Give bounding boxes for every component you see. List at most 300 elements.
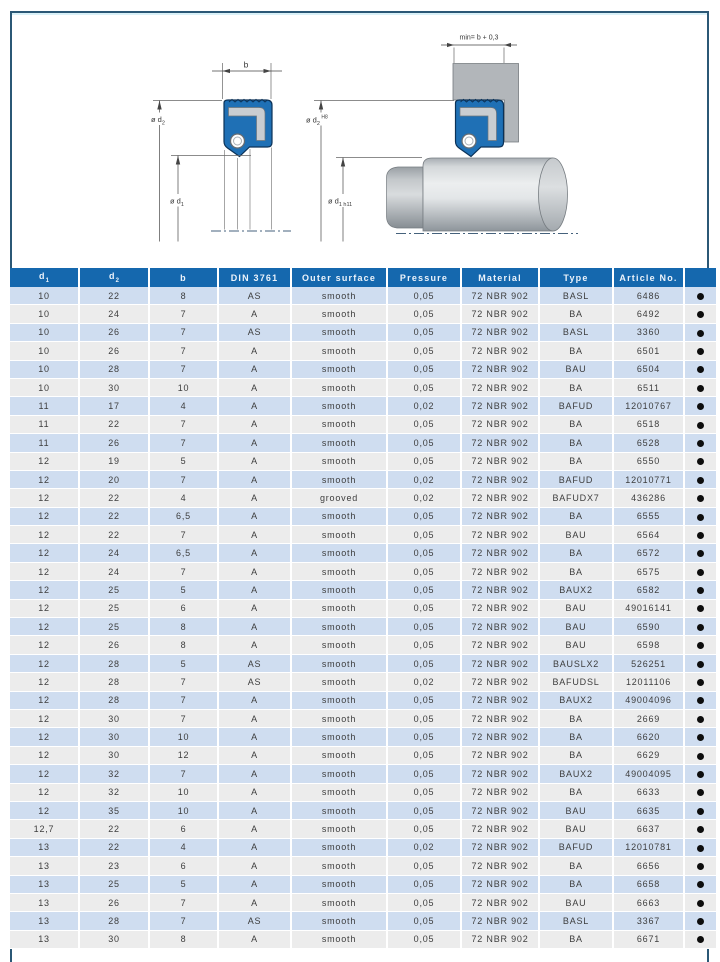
column-header-stock	[684, 268, 716, 287]
stock-dot-icon	[697, 826, 704, 833]
stock-dot-icon	[697, 514, 704, 521]
cell-stock	[684, 397, 716, 415]
stock-dot-icon	[697, 385, 704, 392]
table-row	[10, 562, 716, 580]
stock-dot-icon	[697, 661, 704, 668]
cell-pressure: 0,05	[387, 857, 461, 875]
cell-outer_surface: smooth	[291, 562, 387, 580]
cell-material: 72 NBR 902	[461, 452, 539, 470]
cell-d2: 23	[79, 857, 149, 875]
cell-b: 5	[149, 875, 218, 893]
cell-d2: 30	[79, 709, 149, 727]
cell-article: 49004095	[613, 765, 684, 783]
cell-outer_surface: smooth	[291, 857, 387, 875]
table-row	[10, 305, 716, 323]
cell-material: 72 NBR 902	[461, 838, 539, 856]
cell-stock	[684, 673, 716, 691]
cell-outer_surface: smooth	[291, 875, 387, 893]
cell-b: 6,5	[149, 507, 218, 525]
cell-d2: 24	[79, 305, 149, 323]
cell-material: 72 NBR 902	[461, 746, 539, 764]
cell-din: A	[218, 489, 291, 507]
cell-outer_surface: smooth	[291, 397, 387, 415]
cell-stock	[684, 489, 716, 507]
cell-stock	[684, 930, 716, 948]
cell-stock	[684, 507, 716, 525]
cell-material: 72 NBR 902	[461, 875, 539, 893]
stock-dot-icon	[697, 734, 704, 741]
cell-d2: 26	[79, 342, 149, 360]
arrowhead	[223, 69, 231, 73]
cell-material: 72 NBR 902	[461, 820, 539, 838]
cell-type: BASL	[539, 912, 613, 930]
cell-b: 7	[149, 434, 218, 452]
cell-outer_surface: smooth	[291, 415, 387, 433]
cell-article: 12010767	[613, 397, 684, 415]
cell-stock	[684, 820, 716, 838]
cell-stock	[684, 783, 716, 801]
cell-type: BAU	[539, 526, 613, 544]
shaft-main	[423, 158, 553, 231]
cell-article: 6633	[613, 783, 684, 801]
cell-b: 4	[149, 838, 218, 856]
cell-b: 8	[149, 636, 218, 654]
stock-dot-icon	[697, 311, 704, 318]
cell-article: 6663	[613, 893, 684, 911]
table-row	[10, 930, 716, 948]
table-row	[10, 618, 716, 636]
cell-type: BAUX2	[539, 765, 613, 783]
cell-material: 72 NBR 902	[461, 709, 539, 727]
cell-article: 3360	[613, 323, 684, 341]
cell-d1: 12	[10, 581, 79, 599]
cell-article: 6635	[613, 801, 684, 819]
cell-article: 6572	[613, 544, 684, 562]
cell-din: A	[218, 801, 291, 819]
cell-stock	[684, 360, 716, 378]
arrowhead	[341, 158, 345, 167]
svg-text:b: b	[243, 59, 249, 70]
cell-article: 6598	[613, 636, 684, 654]
cell-b: 7	[149, 360, 218, 378]
cell-type: BA	[539, 728, 613, 746]
table-row	[10, 323, 716, 341]
cell-pressure: 0,05	[387, 581, 461, 599]
cell-d2: 22	[79, 489, 149, 507]
table-row	[10, 470, 716, 488]
cell-outer_surface: smooth	[291, 636, 387, 654]
cell-pressure: 0,02	[387, 470, 461, 488]
cell-material: 72 NBR 902	[461, 893, 539, 911]
cell-outer_surface: smooth	[291, 526, 387, 544]
cell-type: BAU	[539, 636, 613, 654]
cell-pressure: 0,05	[387, 323, 461, 341]
cell-d2: 35	[79, 801, 149, 819]
cell-din: A	[218, 397, 291, 415]
cell-d1: 12	[10, 562, 79, 580]
cell-din: A	[218, 636, 291, 654]
svg-text:ø d1: ø $d_1$	[170, 196, 184, 208]
cell-material: 72 NBR 902	[461, 673, 539, 691]
cell-outer_surface: smooth	[291, 507, 387, 525]
cell-type: BAU	[539, 820, 613, 838]
cell-din: AS	[218, 912, 291, 930]
cell-article: 6492	[613, 305, 684, 323]
cell-type: BAU	[539, 801, 613, 819]
cell-pressure: 0,05	[387, 654, 461, 672]
cell-d1: 12	[10, 673, 79, 691]
table-row	[10, 599, 716, 617]
cell-din: A	[218, 857, 291, 875]
cell-type: BA	[539, 378, 613, 396]
stock-dot-icon	[697, 697, 704, 704]
cell-material: 72 NBR 902	[461, 287, 539, 305]
column-header-b: b	[149, 268, 218, 287]
column-header-article: Article No.	[613, 268, 684, 287]
cell-stock	[684, 599, 716, 617]
cell-d1: 12	[10, 452, 79, 470]
cell-material: 72 NBR 902	[461, 636, 539, 654]
cell-din: A	[218, 875, 291, 893]
cell-pressure: 0,05	[387, 765, 461, 783]
cell-b: 7	[149, 305, 218, 323]
cell-b: 5	[149, 654, 218, 672]
cell-d2: 32	[79, 765, 149, 783]
cell-din: A	[218, 893, 291, 911]
cell-din: A	[218, 452, 291, 470]
dimension-b	[212, 60, 282, 100]
cell-pressure: 0,05	[387, 378, 461, 396]
stock-dot-icon	[697, 569, 704, 576]
cell-material: 72 NBR 902	[461, 691, 539, 709]
shaft	[387, 158, 568, 231]
cell-stock	[684, 709, 716, 727]
cell-b: 7	[149, 562, 218, 580]
cell-d1: 12	[10, 783, 79, 801]
cell-material: 72 NBR 902	[461, 305, 539, 323]
cell-d2: 28	[79, 360, 149, 378]
cell-type: BAUSLX2	[539, 654, 613, 672]
cell-outer_surface: smooth	[291, 746, 387, 764]
stock-dot-icon	[697, 403, 704, 410]
column-header-d1: $d_1$	[10, 268, 79, 287]
cell-outer_surface: smooth	[291, 287, 387, 305]
cell-outer_surface: smooth	[291, 360, 387, 378]
cell-din: A	[218, 618, 291, 636]
column-header-outer_surface: Outer surface	[291, 268, 387, 287]
stock-dot-icon	[697, 936, 704, 943]
table-row	[10, 636, 716, 654]
cell-pressure: 0,05	[387, 709, 461, 727]
cell-b: 4	[149, 489, 218, 507]
table-row	[10, 507, 716, 525]
cell-stock	[684, 342, 716, 360]
cell-pressure: 0,05	[387, 507, 461, 525]
cell-d2: 26	[79, 434, 149, 452]
table-row	[10, 397, 716, 415]
stock-dot-icon	[697, 550, 704, 557]
cell-pressure: 0,05	[387, 544, 461, 562]
cell-article: 12010771	[613, 470, 684, 488]
table-row	[10, 783, 716, 801]
cell-din: AS	[218, 673, 291, 691]
cell-article: 6637	[613, 820, 684, 838]
cell-stock	[684, 875, 716, 893]
column-header-pressure: Pressure	[387, 268, 461, 287]
cell-d1: 12	[10, 654, 79, 672]
cell-d1: 11	[10, 415, 79, 433]
cell-b: 10	[149, 783, 218, 801]
cell-material: 72 NBR 902	[461, 912, 539, 930]
stock-dot-icon	[697, 330, 704, 337]
cell-d2: 25	[79, 875, 149, 893]
cell-type: BA	[539, 857, 613, 875]
cell-stock	[684, 305, 716, 323]
table-row	[10, 434, 716, 452]
cell-article: 526251	[613, 654, 684, 672]
cell-outer_surface: smooth	[291, 323, 387, 341]
cell-outer_surface: grooved	[291, 489, 387, 507]
cell-stock	[684, 581, 716, 599]
data-table	[10, 268, 716, 949]
stock-dot-icon	[697, 422, 704, 429]
cell-b: 8	[149, 287, 218, 305]
cell-stock	[684, 912, 716, 930]
cell-material: 72 NBR 902	[461, 397, 539, 415]
cell-b: 7	[149, 673, 218, 691]
cell-din: A	[218, 562, 291, 580]
cell-d1: 10	[10, 342, 79, 360]
seal-dimension-table	[10, 268, 716, 949]
column-header-type: Type	[539, 268, 613, 287]
table-row	[10, 452, 716, 470]
table-header-row	[10, 268, 716, 287]
cell-outer_surface: smooth	[291, 893, 387, 911]
stock-dot-icon	[697, 771, 704, 778]
cell-d1: 10	[10, 287, 79, 305]
cell-d2: 22	[79, 415, 149, 433]
cell-outer_surface: smooth	[291, 709, 387, 727]
shaft-end-face	[539, 158, 568, 231]
stock-dot-icon	[697, 845, 704, 852]
cell-article: 436286	[613, 489, 684, 507]
cell-stock	[684, 526, 716, 544]
table-row	[10, 728, 716, 746]
cell-material: 72 NBR 902	[461, 342, 539, 360]
cell-type: BAFUD	[539, 838, 613, 856]
cell-d1: 12	[10, 507, 79, 525]
cell-outer_surface: smooth	[291, 470, 387, 488]
cell-material: 72 NBR 902	[461, 544, 539, 562]
cell-article: 12010781	[613, 838, 684, 856]
cell-d2: 22	[79, 820, 149, 838]
cell-d2: 22	[79, 526, 149, 544]
stock-dot-icon	[697, 477, 704, 484]
stock-dot-icon	[697, 642, 704, 649]
cell-b: 5	[149, 581, 218, 599]
arrowhead	[264, 69, 272, 73]
cell-type: BAUX2	[539, 581, 613, 599]
cell-b: 6,5	[149, 544, 218, 562]
column-header-din: DIN 3761	[218, 268, 291, 287]
cell-outer_surface: smooth	[291, 912, 387, 930]
stock-dot-icon	[697, 587, 704, 594]
cell-material: 72 NBR 902	[461, 434, 539, 452]
cell-d1: 12	[10, 746, 79, 764]
cell-outer_surface: smooth	[291, 838, 387, 856]
cell-b: 7	[149, 709, 218, 727]
cell-stock	[684, 452, 716, 470]
cell-type: BAUX2	[539, 691, 613, 709]
cell-din: A	[218, 746, 291, 764]
cell-d2: 24	[79, 562, 149, 580]
cell-b: 12	[149, 746, 218, 764]
cell-stock	[684, 415, 716, 433]
cell-outer_surface: smooth	[291, 783, 387, 801]
cell-material: 72 NBR 902	[461, 470, 539, 488]
arrowhead	[447, 43, 454, 47]
cell-article: 6486	[613, 287, 684, 305]
dimension-d2	[149, 101, 222, 242]
cell-material: 72 NBR 902	[461, 507, 539, 525]
cell-din: AS	[218, 287, 291, 305]
cell-type: BA	[539, 562, 613, 580]
cell-d1: 12	[10, 801, 79, 819]
table-row	[10, 912, 716, 930]
cell-type: BAU	[539, 599, 613, 617]
cell-d1: 13	[10, 838, 79, 856]
cell-d2: 25	[79, 599, 149, 617]
cell-type: BA	[539, 930, 613, 948]
cell-article: 6518	[613, 415, 684, 433]
cell-b: 10	[149, 728, 218, 746]
cell-b: 6	[149, 820, 218, 838]
cell-outer_surface: smooth	[291, 599, 387, 617]
installation-view	[304, 35, 578, 242]
cell-d2: 25	[79, 581, 149, 599]
cell-d2: 26	[79, 323, 149, 341]
table-row	[10, 415, 716, 433]
cell-outer_surface: smooth	[291, 654, 387, 672]
cell-b: 6	[149, 599, 218, 617]
cell-d1: 13	[10, 930, 79, 948]
stock-dot-icon	[697, 679, 704, 686]
technical-drawing	[0, 0, 720, 262]
cell-outer_surface: smooth	[291, 544, 387, 562]
cell-outer_surface: smooth	[291, 305, 387, 323]
cell-article: 6620	[613, 728, 684, 746]
table-row	[10, 673, 716, 691]
cell-material: 72 NBR 902	[461, 728, 539, 746]
cell-b: 7	[149, 912, 218, 930]
cell-pressure: 0,05	[387, 415, 461, 433]
cell-d1: 12	[10, 691, 79, 709]
cell-pressure: 0,02	[387, 838, 461, 856]
cell-material: 72 NBR 902	[461, 599, 539, 617]
cell-d1: 10	[10, 305, 79, 323]
cell-d2: 30	[79, 378, 149, 396]
cell-din: A	[218, 507, 291, 525]
cell-d1: 12	[10, 709, 79, 727]
cell-outer_surface: smooth	[291, 434, 387, 452]
stock-dot-icon	[697, 863, 704, 870]
cell-type: BASL	[539, 287, 613, 305]
cell-d1: 12	[10, 599, 79, 617]
cell-d2: 26	[79, 893, 149, 911]
cell-outer_surface: smooth	[291, 801, 387, 819]
cell-stock	[684, 838, 716, 856]
stock-dot-icon	[697, 605, 704, 612]
cell-pressure: 0,05	[387, 801, 461, 819]
stock-dot-icon	[697, 918, 704, 925]
cell-stock	[684, 691, 716, 709]
cell-din: A	[218, 360, 291, 378]
arrowhead	[319, 101, 323, 110]
cell-d2: 28	[79, 912, 149, 930]
cell-outer_surface: smooth	[291, 618, 387, 636]
cell-pressure: 0,05	[387, 526, 461, 544]
cell-material: 72 NBR 902	[461, 378, 539, 396]
cell-type: BAFUDSL	[539, 673, 613, 691]
cell-din: A	[218, 728, 291, 746]
cell-pressure: 0,05	[387, 636, 461, 654]
cell-article: 6501	[613, 342, 684, 360]
cell-din: A	[218, 599, 291, 617]
cell-stock	[684, 434, 716, 452]
cell-material: 72 NBR 902	[461, 801, 539, 819]
cell-article: 2669	[613, 709, 684, 727]
cell-d2: 22	[79, 507, 149, 525]
cell-type: BAFUD	[539, 397, 613, 415]
cell-type: BA	[539, 415, 613, 433]
cell-article: 49016141	[613, 599, 684, 617]
cell-din: A	[218, 378, 291, 396]
cell-outer_surface: smooth	[291, 765, 387, 783]
cell-article: 6550	[613, 452, 684, 470]
cell-article: 6658	[613, 875, 684, 893]
cell-stock	[684, 893, 716, 911]
cell-d1: 10	[10, 323, 79, 341]
cell-stock	[684, 746, 716, 764]
cell-d1: 13	[10, 875, 79, 893]
cell-b: 10	[149, 801, 218, 819]
cell-stock	[684, 654, 716, 672]
cell-type: BAU	[539, 893, 613, 911]
cell-pressure: 0,05	[387, 893, 461, 911]
arrowhead	[157, 101, 161, 110]
cell-article: 3367	[613, 912, 684, 930]
cell-article: 6555	[613, 507, 684, 525]
cell-b: 8	[149, 930, 218, 948]
table-row	[10, 765, 716, 783]
cell-stock	[684, 323, 716, 341]
cell-material: 72 NBR 902	[461, 415, 539, 433]
cell-material: 72 NBR 902	[461, 857, 539, 875]
cell-d1: 12	[10, 544, 79, 562]
cell-b: 7	[149, 470, 218, 488]
stock-dot-icon	[697, 808, 704, 815]
table-row	[10, 654, 716, 672]
table-row	[10, 489, 716, 507]
stock-dot-icon	[697, 440, 704, 447]
cell-article: 6590	[613, 618, 684, 636]
arrowhead	[504, 43, 511, 47]
cell-stock	[684, 378, 716, 396]
table-row	[10, 801, 716, 819]
cell-pressure: 0,05	[387, 728, 461, 746]
cell-din: AS	[218, 654, 291, 672]
cell-outer_surface: smooth	[291, 378, 387, 396]
